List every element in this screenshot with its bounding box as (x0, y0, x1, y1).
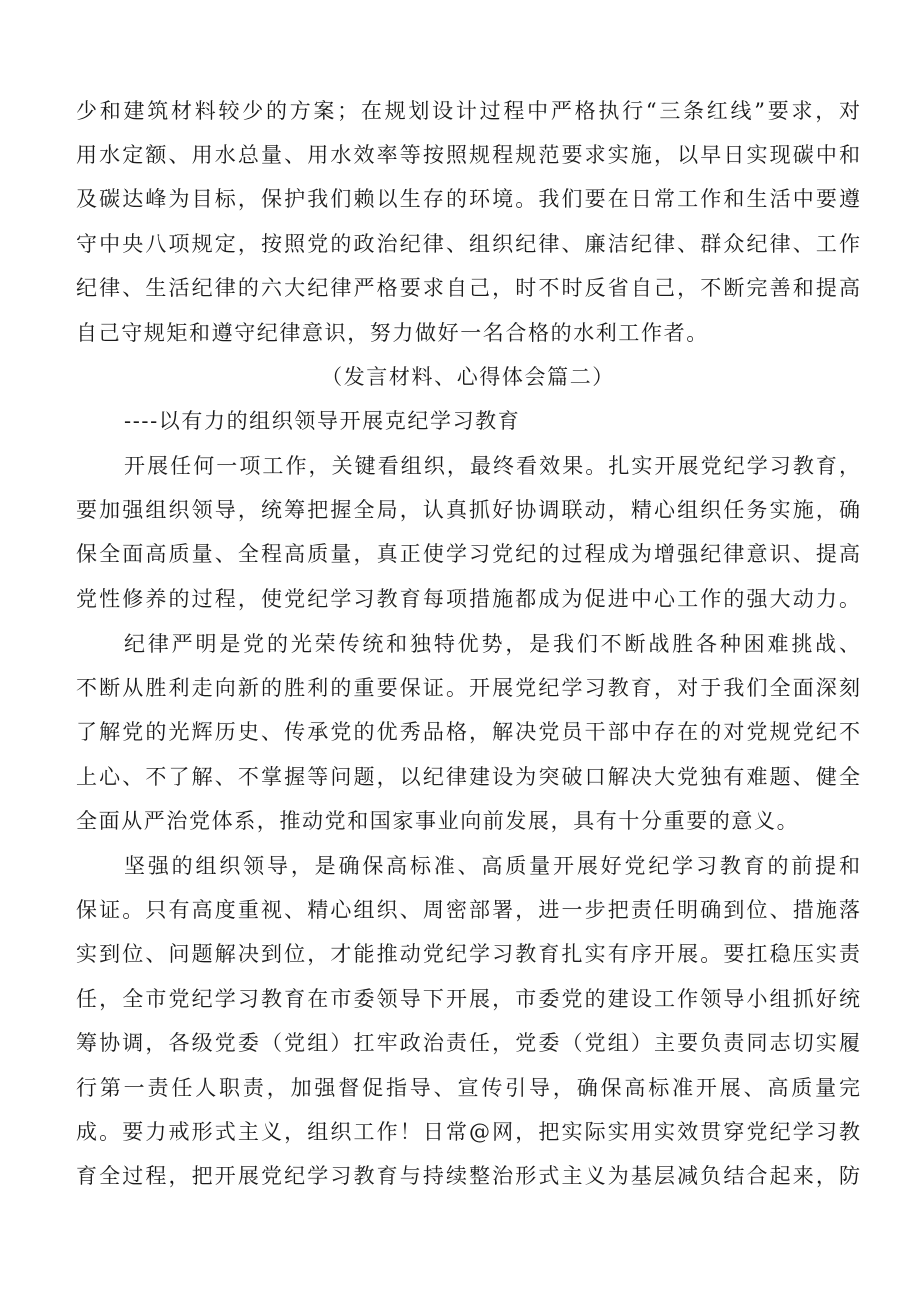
text-line: 少和建筑材料较少的方案；在规划设计过程中严格执行“三条红线”要求，对 (76, 99, 860, 123)
text-line: 行第一责任人职责，加强督促指导、宣传引导，确保高标准开展、高质量完 (76, 1076, 860, 1100)
text-line: 守中央八项规定，按照党的政治纪律、组织纪律、廉洁纪律、群众纪律、工作 (76, 232, 860, 256)
text-line: 不断从胜利走向新的胜利的重要保证。开展党纪学习教育，对于我们全面深刻 (76, 676, 860, 700)
text-line: 及碳达峰为目标，保护我们赖以生存的环境。我们要在日常工作和生活中要遵 (76, 187, 860, 211)
text-line: 要加强组织领导，统筹把握全局，认真抓好协调联动，精心组织任务实施，确 (76, 498, 860, 522)
text-line: 自己守规矩和遵守纪律意识，努力做好一名合格的水利工作者。 (76, 321, 709, 345)
text-line: 纪律、生活纪律的六大纪律严格要求自己，时不时反省自己，不断完善和提高 (76, 276, 860, 300)
section-heading: （发言材料、心得体会篇二） (321, 365, 615, 389)
paragraph-first-line: 坚强的组织领导，是确保高标准、高质量开展好党纪学习教育的前提和 (124, 854, 860, 878)
text-line: 全面从严治党体系，推动党和国家事业向前发展，具有十分重要的意义。 (76, 809, 800, 833)
text-line: 党性修养的过程，使党纪学习教育每项措施都成为促进中心工作的强大动力。 (76, 587, 860, 611)
text-line: 保全面高质量、全程高质量，真正使学习党纪的过程成为增强纪律意识、提高 (76, 542, 860, 566)
text-line: 保证。只有高度重视、精心组织、周密部署，进一步把责任明确到位、措施落 (76, 898, 860, 922)
paragraph-first-line: 纪律严明是党的光荣传统和独特优势，是我们不断战胜各种困难挑战、 (124, 632, 860, 656)
text-line: 筹协调，各级党委（党组）扛牢政治责任，党委（党组）主要负责同志切实履 (76, 1031, 860, 1055)
section-subtitle: ----以有力的组织领导开展克纪学习教育 (124, 409, 521, 433)
paragraph-first-line: 开展任何一项工作，关键看组织，最终看效果。扎实开展党纪学习教育， (124, 454, 860, 478)
text-line: 育全过程，把开展党纪学习教育与持续整治形式主义为基层减负结合起来，防 (76, 1164, 860, 1188)
text-line: 任，全市党纪学习教育在市委领导下开展，市委党的建设工作领导小组抓好统 (76, 987, 860, 1011)
text-line: 成。要力戒形式主义，组织工作！日常@网，把实际实用实效贯穿党纪学习教 (76, 1120, 860, 1144)
text-line: 上心、不了解、不掌握等问题，以纪律建设为突破口解决大党独有难题、健全 (76, 765, 860, 789)
text-line: 用水定额、用水总量、用水效率等按照规程规范要求实施，以早日实现碳中和 (76, 143, 860, 167)
text-line: 实到位、问题解决到位，才能推动党纪学习教育扎实有序开展。要扛稳压实责 (76, 942, 860, 966)
text-line: 了解党的光辉历史、传承党的优秀品格，解决党员干部中存在的对党规党纪不 (76, 720, 860, 744)
